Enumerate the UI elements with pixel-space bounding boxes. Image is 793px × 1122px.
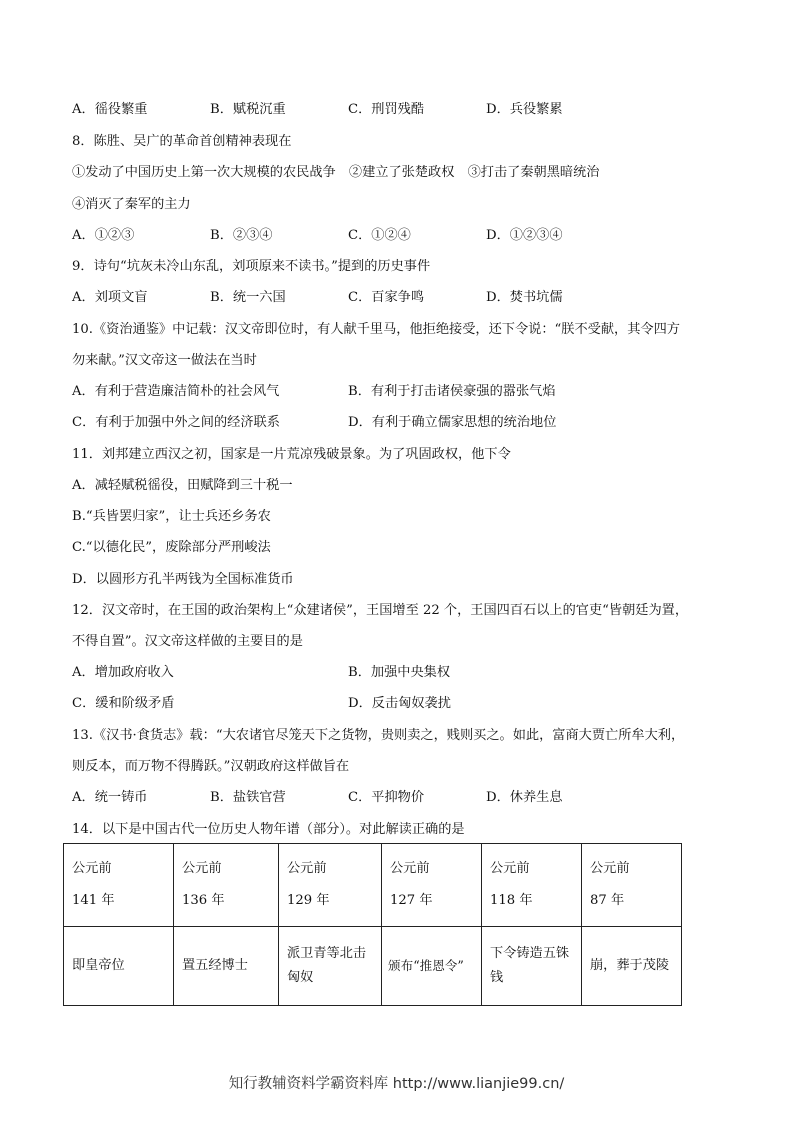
timeline-year-cell: 公元前 127 年: [382, 844, 482, 927]
q11-option-d: D．以圆形方孔半两钱为全国标准货币: [72, 572, 294, 587]
q12-option-b: B．加强中央集权: [348, 665, 451, 680]
q11-option-c: C.“以德化民”，废除部分严刑峻法: [72, 540, 271, 555]
q7-option-a: A．徭役繁重: [72, 102, 148, 117]
q8-option-b: B．②③④: [210, 228, 273, 243]
q13-stem-line2: 则反本，而万物不得腾跃。”汉朝政府这样做旨在: [72, 759, 350, 774]
q8-option-d: D．①②③④: [486, 228, 563, 243]
q10-stem-line1: 10.《资治通鉴》中记载：汉文帝即位时，有人献千里马，他拒绝接受，还下令说：“朕不受献，其令四方: [72, 322, 680, 337]
q11-stem: 11．刘邦建立西汉之初，国家是一片荒凉残破景象。为了巩固政权，他下令: [72, 447, 511, 462]
q12-stem-line1: 12．汉文帝时，在王国的政治架构上“众建诸侯”，王国增至 22 个，王国四百石以上的官吏“皆朝廷为置，: [72, 603, 689, 618]
q7-option-c: C．刑罚残酷: [348, 102, 425, 117]
q8-items-line1: ①发动了中国历史上第一次大规模的农民战争 ②建立了张楚政权 ③打击了秦朝黑暗统治: [72, 165, 600, 180]
q11-option-b: B.“兵皆罢归家”，让士兵还乡务农: [72, 509, 271, 524]
timeline-year-cell: 公元前 136 年: [174, 844, 279, 927]
q11-option-a: A．减轻赋税徭役，田赋降到三十税一: [72, 478, 293, 493]
q9-option-b: B．统一六国: [210, 290, 286, 305]
q12-stem-line2: 不得自置”。汉文帝这样做的主要目的是: [72, 634, 303, 649]
timeline-event-cell: 即皇帝位: [64, 927, 174, 1006]
q13-option-a: A．统一铸币: [72, 790, 148, 805]
footer-watermark: 知行教辅资料学霸资料库 http://www.lianjie99.cn/: [228, 1076, 565, 1092]
timeline-year-cell: 公元前 118 年: [482, 844, 582, 927]
q9-option-d: D．焚书坑儒: [486, 290, 563, 305]
q10-option-a: A．有利于营造廉洁简朴的社会风气: [72, 384, 280, 399]
timeline-event-cell: 下令铸造五铢钱: [482, 927, 582, 1006]
timeline-event-row: [64, 927, 682, 1006]
q10-option-c: C．有利于加强中外之间的经济联系: [72, 415, 280, 430]
q8-option-c: C．①②④: [348, 228, 411, 243]
timeline-year-cell: 公元前 141 年: [64, 844, 174, 927]
timeline-event-cell: 颁布“推恩令”: [382, 927, 482, 1006]
q14-stem: 14．以下是中国古代一位历史人物年谱（部分）。对此解读正确的是: [72, 822, 465, 837]
q12-option-a: A．增加政府收入: [72, 665, 174, 680]
q8-stem: 8．陈胜、吴广的革命首创精神表现在: [72, 134, 292, 149]
timeline-table: [63, 843, 682, 1006]
q9-stem: 9．诗句“坑灰未冷山东乱，刘项原来不读书。”提到的历史事件: [72, 259, 431, 274]
q10-stem-line2: 勿来献。”汉文帝这一做法在当时: [72, 353, 257, 368]
q13-stem-line1: 13.《汉书·食货志》载：“大农诸官尽笼天下之货物，贵则卖之，贱则买之。如此，富商大贾亡所牟大利，: [72, 728, 685, 743]
q9-option-c: C．百家争鸣: [348, 290, 425, 305]
q13-option-d: D．休养生息: [486, 790, 563, 805]
timeline-event-cell: 崩，葬于茂陵: [582, 927, 682, 1006]
q13-option-c: C．平抑物价: [348, 790, 425, 805]
q13-option-b: B．盐铁官营: [210, 790, 286, 805]
q10-option-b: B．有利于打击诸侯豪强的嚣张气焰: [348, 384, 556, 399]
q10-option-d: D．有利于确立儒家思想的统治地位: [348, 415, 557, 430]
timeline-year-row: [64, 844, 682, 927]
q9-option-a: A．刘项文盲: [72, 290, 148, 305]
timeline-year-cell: 公元前 87 年: [582, 844, 682, 927]
q12-option-d: D．反击匈奴袭扰: [348, 696, 451, 711]
q12-option-c: C．缓和阶级矛盾: [72, 696, 175, 711]
timeline-year-cell: 公元前 129 年: [279, 844, 382, 927]
q8-option-a: A．①②③: [72, 228, 135, 243]
q7-option-b: B．赋税沉重: [210, 102, 286, 117]
q8-items-line2: ④消灭了秦军的主力: [72, 197, 191, 212]
timeline-event-cell: 置五经博士: [174, 927, 279, 1006]
q7-option-d: D．兵役繁累: [486, 102, 563, 117]
timeline-event-cell: 派卫青等北击匈奴: [279, 927, 382, 1006]
